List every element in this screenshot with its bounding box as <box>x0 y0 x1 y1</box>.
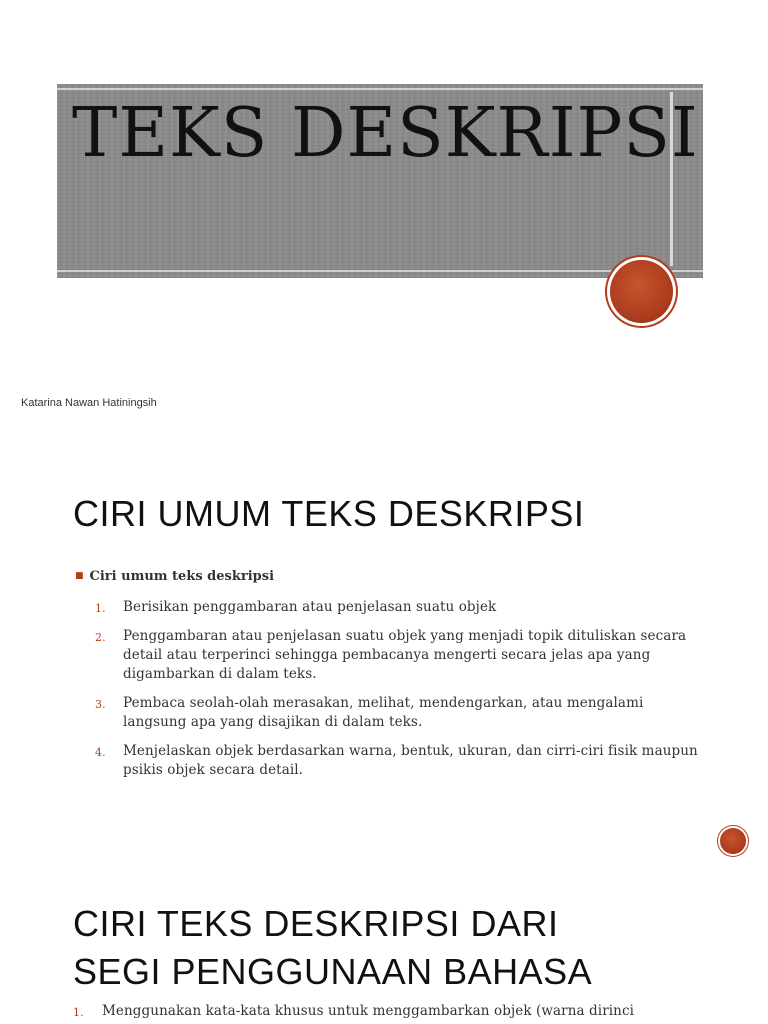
bullet-heading <box>75 569 274 584</box>
decorative-circle <box>610 260 673 323</box>
list-item <box>95 742 705 780</box>
item-number: 4. <box>95 746 106 759</box>
banner-top-line <box>57 88 703 90</box>
item-number: 2. <box>95 631 106 644</box>
ciri-bahasa-list <box>73 1002 683 1021</box>
author-name: Katarina Nawan Hatiningsih <box>21 397 157 409</box>
bullet-heading-text: Ciri umum teks deskripsi <box>89 569 275 584</box>
decorative-circle-small <box>720 828 746 854</box>
item-text: Menggunakan kata-kata khusus untuk menggambarkan objek (warna dirinci <box>102 1003 635 1019</box>
section-title-ciri-bahasa <box>73 900 592 996</box>
section-title-ciri-umum: CIRI UMUM TEKS DESKRIPSI <box>73 493 585 534</box>
square-bullet-icon: ■ <box>75 571 84 581</box>
item-number: 1. <box>95 602 106 615</box>
item-text: Berisikan penggambaran atau penjelasan suatu objek <box>123 599 497 615</box>
list-item <box>95 694 705 732</box>
list-item <box>95 627 705 684</box>
item-text: Menjelaskan objek berdasarkan warna, bentuk, ukuran, dan cirri-ciri fisik maupun psikis objek secara detail. <box>123 743 698 778</box>
title-line-1: CIRI TEKS DESKRIPSI DARI <box>73 903 559 944</box>
item-text: Penggambaran atau penjelasan suatu objek yang menjadi topik dituliskan secara detail atau terperinci sehingga pembacanya mengerti secara jelas apa yang digambarkan di dalam teks. <box>123 628 687 682</box>
ciri-umum-list <box>95 598 705 790</box>
banner-bottom-line <box>57 270 703 272</box>
list-item <box>95 598 705 617</box>
list-item <box>73 1002 683 1021</box>
item-number: 1. <box>73 1006 84 1019</box>
item-text: Pembaca seolah-olah merasakan, melihat, mendengarkan, atau mengalami langsung apa yang disajikan di dalam teks. <box>123 695 644 730</box>
item-number: 3. <box>95 698 106 711</box>
title-slide <box>0 0 768 440</box>
title-line-2: SEGI PENGGUNAAN BAHASA <box>73 951 593 992</box>
slide-title: TEKS DESKRIPSI <box>72 94 699 173</box>
